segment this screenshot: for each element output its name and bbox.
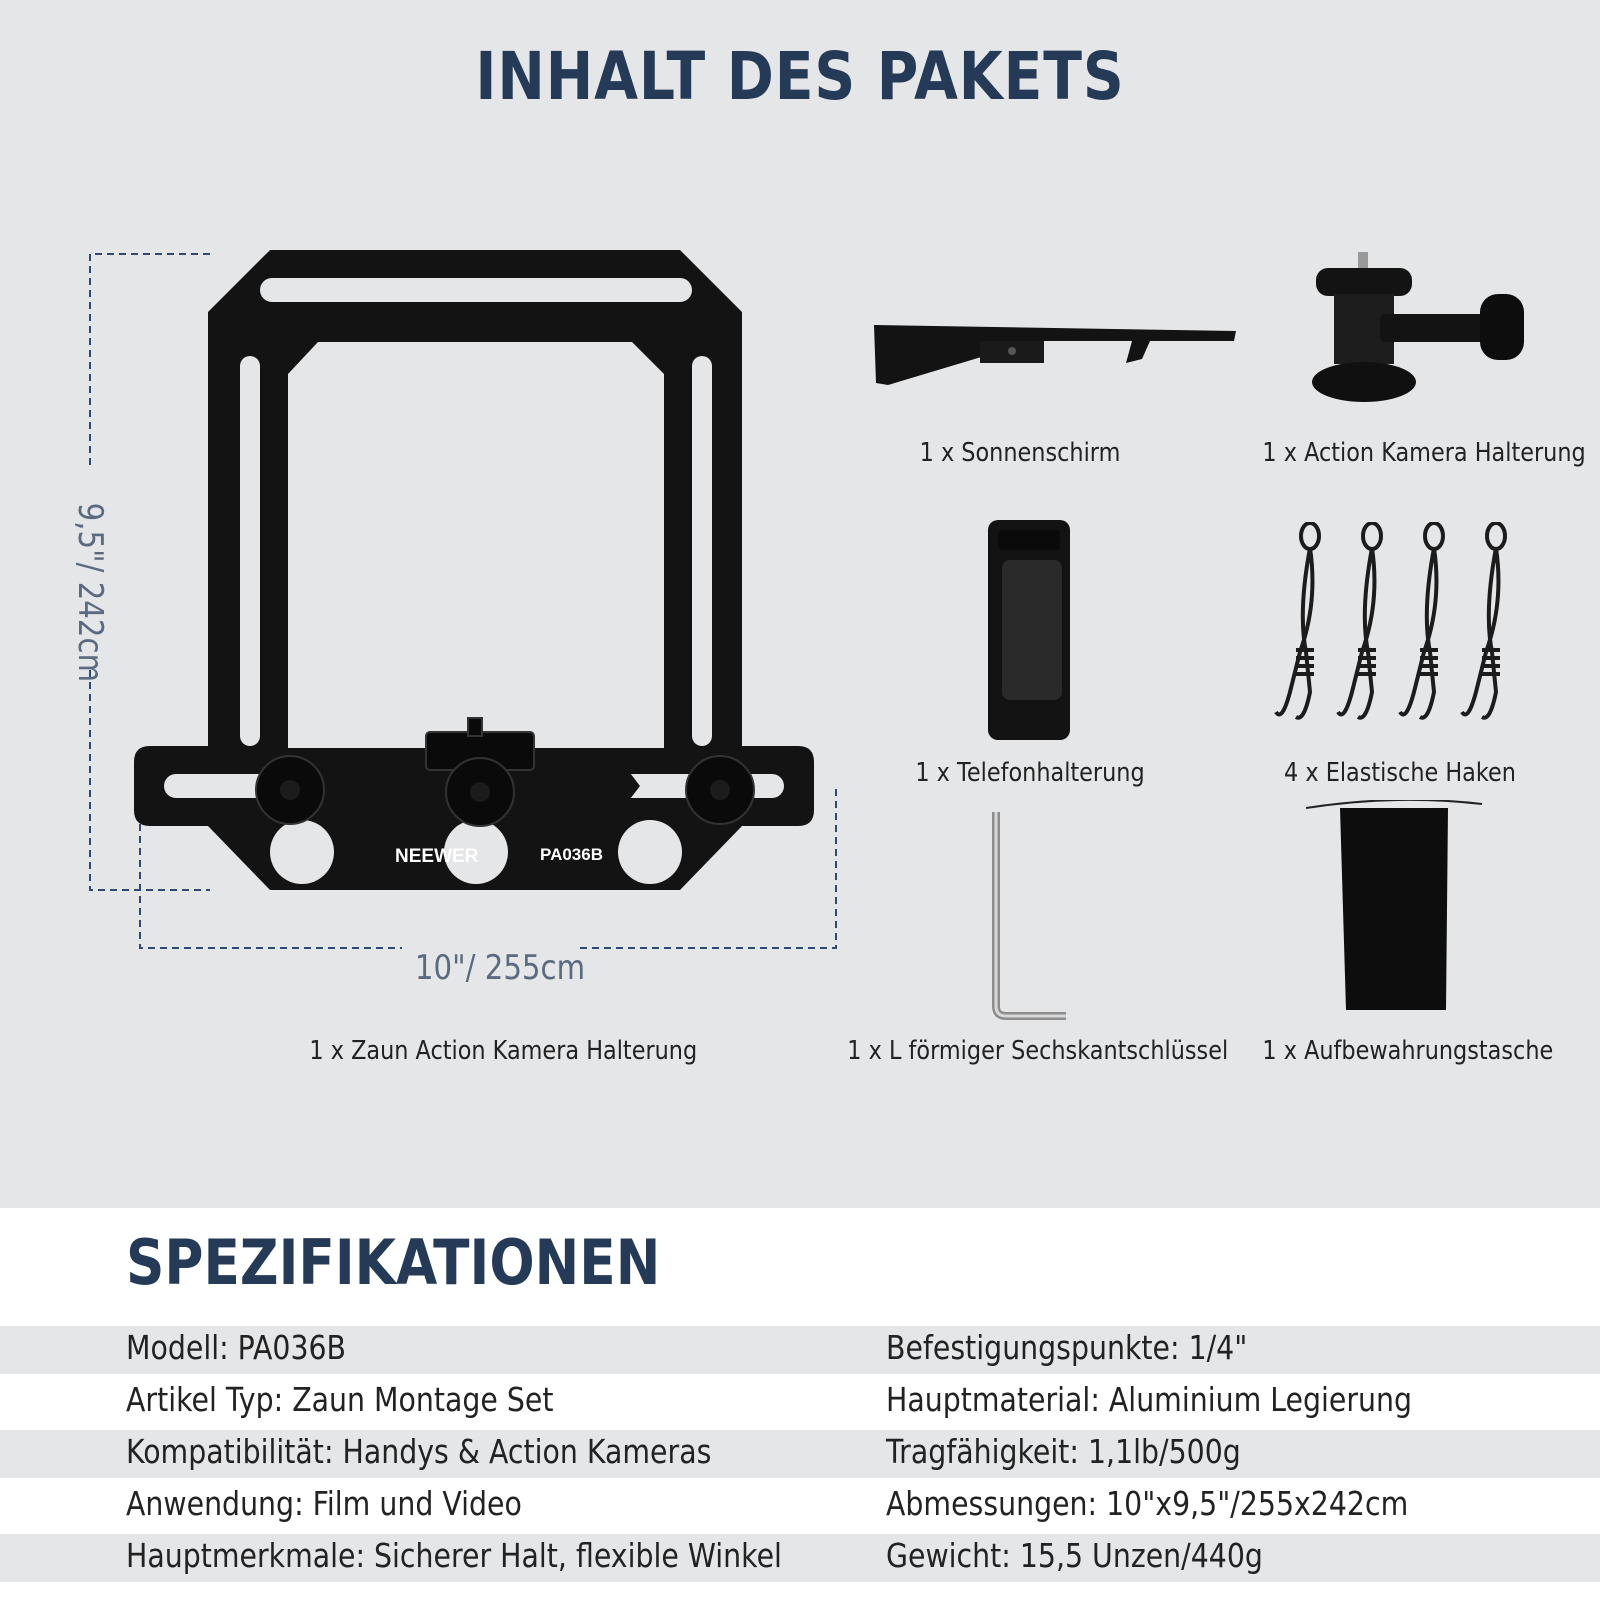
package-title: INHALT DES PAKETS [475,38,1125,115]
sunshade-icon [870,325,1240,395]
spec-left: Artikel Typ: Zaun Montage Set [126,1380,554,1419]
caption-action-camera-mount: 1 x Action Kamera Halterung [1262,438,1586,468]
width-dimension-label: 10"/ 255cm [414,948,586,988]
caption-elastic-hooks: 4 x Elastische Haken [1284,758,1516,788]
spec-right: Befestigungspunkte: 1/4" [886,1328,1248,1367]
brand-logo: NEEWER [395,846,479,867]
height-dimension-label: 9,5"/ 242cm [70,502,110,683]
spec-left: Kompatibilität: Handys & Action Kameras [126,1432,712,1471]
spec-left: Modell: PA036B [126,1328,347,1367]
spec-left: Hauptmerkmale: Sicherer Halt, flexible Winkel [126,1536,782,1575]
spec-row [0,1430,1600,1478]
action-camera-mount-icon [1300,248,1540,408]
specs-title: SPEZIFIKATIONEN [126,1226,661,1299]
spec-row [0,1534,1600,1582]
caption-fence-mount: 1 x Zaun Action Kamera Halterung [309,1036,698,1066]
spec-right: Tragfähigkeit: 1,1lb/500g [886,1432,1241,1471]
spec-right: Gewicht: 15,5 Unzen/440g [886,1536,1263,1575]
caption-hex-key: 1 x L förmiger Sechskantschlüssel [847,1036,1229,1066]
phone-holder-icon [984,520,1074,740]
spec-right: Hauptmaterial: Aluminium Legierung [886,1380,1413,1419]
spec-right: Abmessungen: 10"x9,5"/255x242cm [886,1484,1409,1523]
spec-left: Anwendung: Film und Video [126,1484,522,1523]
caption-phone-holder: 1 x Telefonhalterung [915,758,1145,788]
spec-row [0,1482,1600,1530]
spec-row [0,1326,1600,1374]
model-mark: PA036B [540,845,603,864]
hex-key-icon [990,810,1070,1020]
caption-storage-bag: 1 x Aufbewahrungstasche [1262,1036,1554,1066]
caption-sunshade: 1 x Sonnenschirm [919,438,1121,468]
storage-bag-icon [1306,800,1486,1024]
fence-mount-image [80,240,840,980]
elastic-hook-icon [1270,522,1540,732]
spec-row [0,1378,1600,1426]
